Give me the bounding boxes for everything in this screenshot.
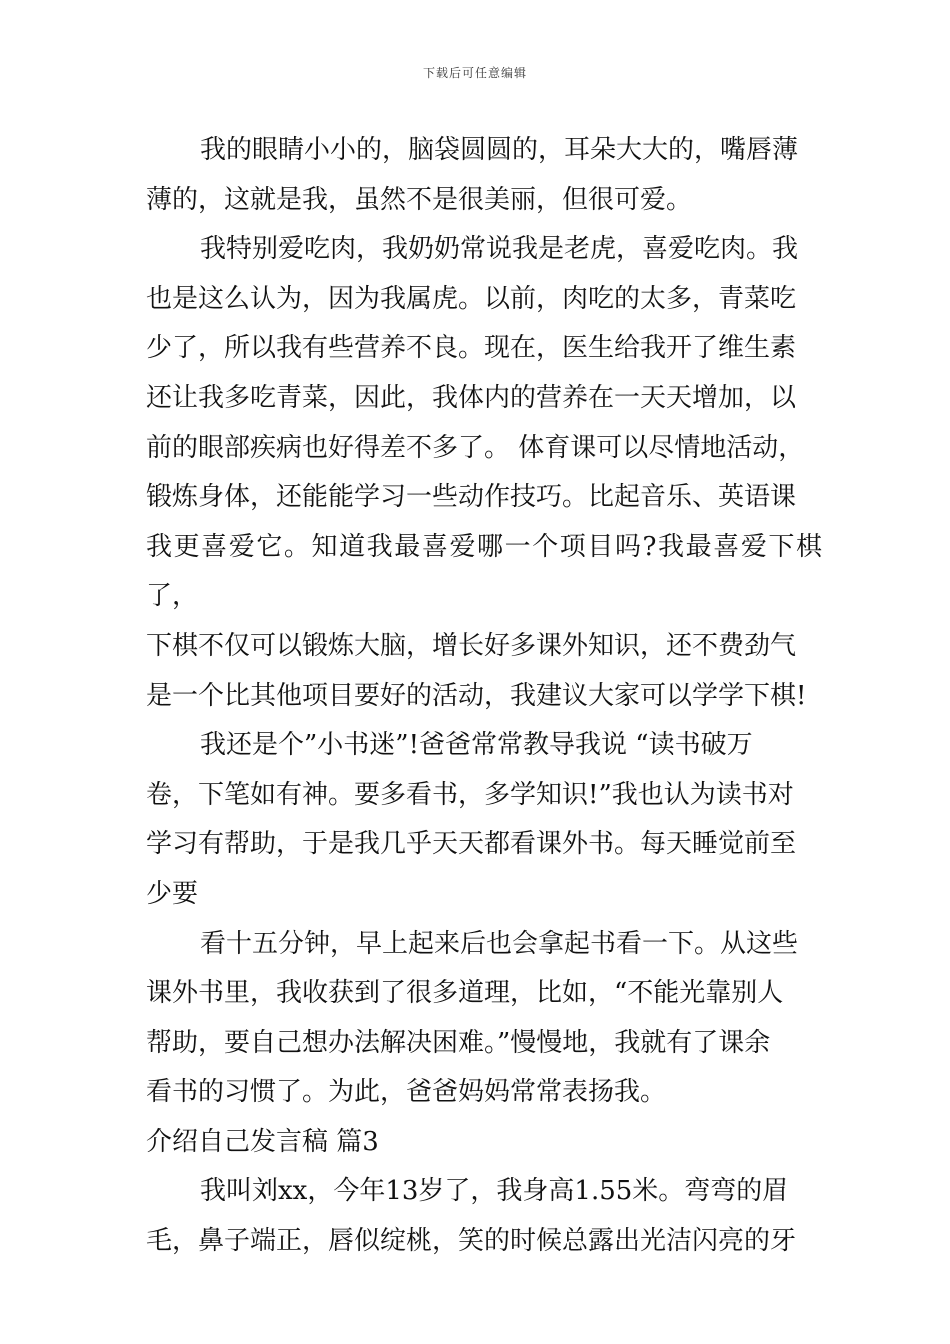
page-header: 下载后可任意编辑 <box>422 66 527 80</box>
paragraph-introduction <box>146 1167 822 1266</box>
document-body <box>146 126 822 1267</box>
text-line: 是一个比其他项目要好的活动，我建议大家可以学学下棋! <box>146 680 807 711</box>
paragraph-appearance <box>146 126 822 225</box>
text-line: 卷，下笔如有神。要多看书，多学知识!”我也认为读书对 <box>146 779 794 810</box>
text-line: 学习有帮助，于是我几乎天天都看课外书。每天睡觉前至 <box>146 829 797 860</box>
paragraph-reading-habit <box>146 920 822 1118</box>
text-line: 我特别爱吃肉，我奶奶常说我是老虎，喜爱吃肉。我 <box>200 234 799 265</box>
text-line: 我叫刘xx，今年13岁了，我身高1.55米。弯弯的眉 <box>200 1176 789 1207</box>
text-line: 看十五分钟，早上起来后也会拿起书看一下。从这些 <box>200 928 799 959</box>
text-line: 薄的，这就是我，虽然不是很美丽，但很可爱。 <box>146 184 693 215</box>
text-line: 帮助，要自己想办法解决困难。”慢慢地，我就有了课余 <box>146 1027 771 1058</box>
text-line: 少了，所以我有些营养不良。现在，医生给我开了维生素 <box>146 333 797 364</box>
text-line: 我更喜爱它。知道我最喜爱哪一个项目吗?我最喜爱下棋了， <box>146 531 822 612</box>
text-line: 少要 <box>146 878 199 909</box>
section-heading <box>146 1118 822 1168</box>
text-line: 我还是个”小书迷”!爸爸常常教导我说 “读书破万 <box>200 730 753 761</box>
text-line: 课外书里，我收获到了很多道理，比如，“不能光靠别人 <box>146 978 784 1009</box>
heading-line: 介绍自己发言稿 篇3 <box>146 1126 379 1157</box>
paragraph-bookworm <box>146 721 822 919</box>
text-line: 还让我多吃青菜，因此，我体内的营养在一天天增加，以 <box>146 382 797 413</box>
text-line: 也是这么认为，因为我属虎。以前，肉吃的太多，青菜吃 <box>146 283 797 314</box>
text-line: 毛，鼻子端正，唇似绽桃，笑的时候总露出光洁闪亮的牙 <box>146 1226 797 1257</box>
text-line: 锻炼身体，还能能学习一些动作技巧。比起音乐、英语课 <box>146 482 797 513</box>
text-line: 下棋不仅可以锻炼大脑，增长好多课外知识，还不费劲气 <box>146 630 797 661</box>
paragraph-hobbies <box>146 225 822 721</box>
text-line: 前的眼部疾病也好得差不多了。 体育课可以尽情地活动， <box>146 432 805 463</box>
text-line: 看书的习惯了。为此，爸爸妈妈常常表扬我。 <box>146 1077 667 1108</box>
text-line: 我的眼睛小小的，脑袋圆圆的，耳朵大大的，嘴唇薄 <box>200 135 799 165</box>
